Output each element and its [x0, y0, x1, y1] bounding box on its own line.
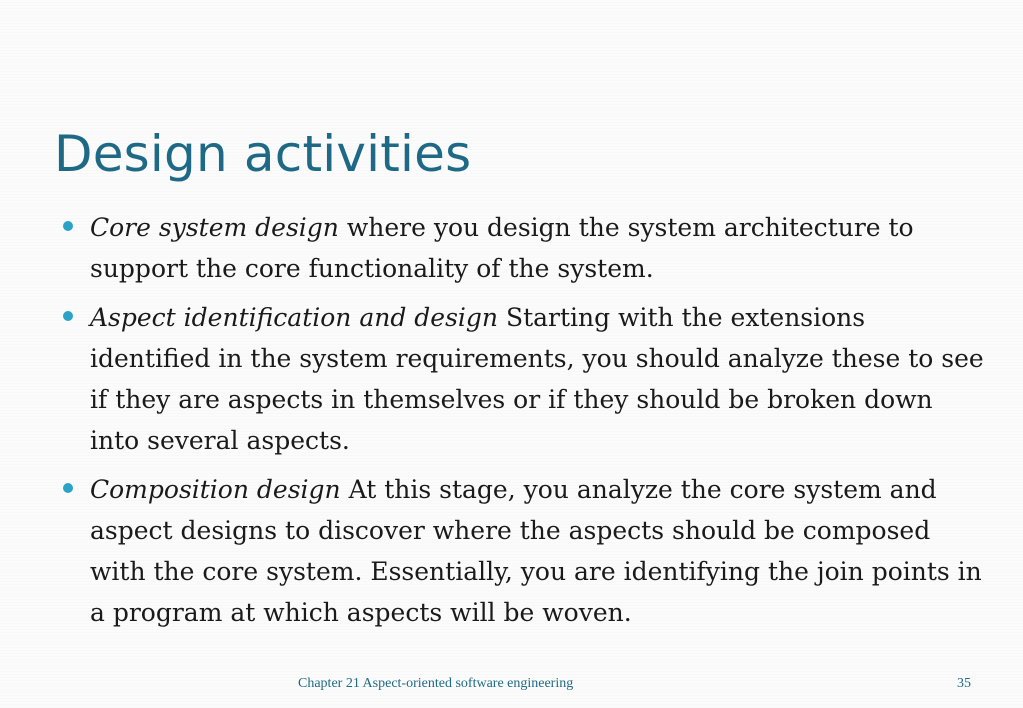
- bullet-text: At this stage, you analyze the core system and aspect designs to discover where the aspects should be composed with the core system. Essentially, you are identifying the join points in a program at which aspects will be woven.: [90, 475, 982, 627]
- bullet-item-core-system-design: [62, 207, 987, 289]
- bullet-text: Starting with the extensions identified in the system requirements, you should analyze these to see if they are aspects in themselves or if they should be broken down into several aspects.: [90, 303, 984, 455]
- bullet-dot-icon: [63, 311, 73, 321]
- bullet-list: [62, 207, 987, 641]
- bullet-term: Core system design: [90, 213, 347, 242]
- page-number: 35: [957, 676, 971, 691]
- slide-title: Design activities: [54, 125, 472, 183]
- bullet-item-composition-design: [62, 469, 987, 633]
- bullet-term: Aspect identification and design: [90, 303, 506, 332]
- slide-footer: [0, 676, 1023, 696]
- footer-text: Chapter 21 Aspect-oriented software engineering: [298, 676, 574, 691]
- bullet-term: Composition design: [90, 475, 349, 504]
- bullet-text: where you design the system architecture to support the core functionality of the system.: [90, 213, 914, 283]
- bullet-dot-icon: [63, 221, 73, 231]
- bullet-item-aspect-identification: [62, 297, 987, 461]
- bullet-dot-icon: [63, 483, 73, 493]
